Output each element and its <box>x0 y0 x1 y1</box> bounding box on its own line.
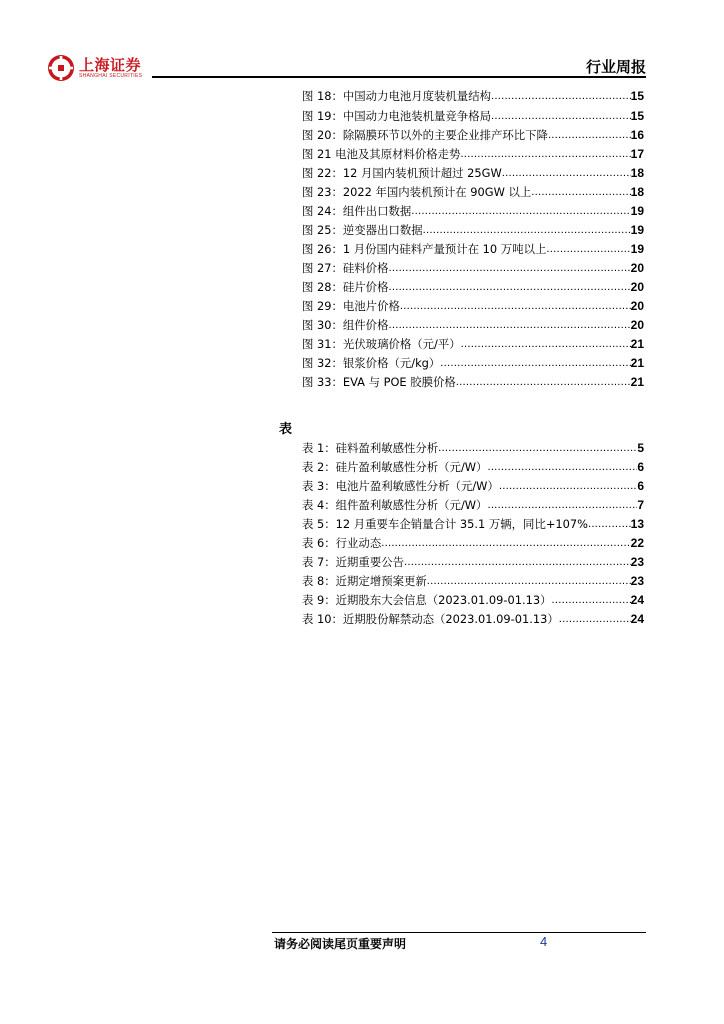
toc-entry-label: 表 8：近期定增预案更新 <box>302 574 427 588</box>
toc-entry-page: 19 <box>630 223 644 237</box>
toc-entry-label: 图 20：除隔膜环节以外的主要企业排产环比下降 <box>302 128 548 142</box>
toc-leader-dots <box>460 146 630 162</box>
toc-table-entry[interactable] <box>302 573 644 589</box>
toc-entry-page: 21 <box>630 337 644 351</box>
toc-figure-entry[interactable] <box>302 222 644 238</box>
toc-table-entry[interactable] <box>302 611 644 627</box>
toc-entry-page: 23 <box>630 574 644 588</box>
toc-entry-page: 18 <box>630 166 644 180</box>
toc-entry-label: 图 23：2022 年国内装机预计在 90GW 以上 <box>302 185 532 199</box>
toc-leader-dots <box>427 573 631 589</box>
toc-entry-label: 图 26：1 月份国内硅料产量预计在 10 万吨以上 <box>302 242 547 256</box>
toc-entry-label: 图 18：中国动力电池月度装机量结构 <box>302 89 491 103</box>
footer-divider <box>272 932 646 933</box>
toc-leader-dots <box>499 478 637 494</box>
toc-leader-dots <box>400 298 631 314</box>
toc-table-entry[interactable] <box>302 459 644 475</box>
toc-entry-page: 13 <box>630 517 644 531</box>
toc-leader-dots <box>559 611 631 627</box>
toc-figure-entry[interactable] <box>302 184 644 200</box>
toc-leader-dots <box>491 108 631 124</box>
toc-entry-label: 图 27：硅料价格 <box>302 261 389 275</box>
toc-entry-page: 17 <box>630 147 644 161</box>
toc-table-entry[interactable] <box>302 592 644 608</box>
toc-figure-entry[interactable] <box>302 317 644 333</box>
toc-entry-label: 表 9：近期股东大会信息（2023.01.09-01.13） <box>302 593 552 607</box>
toc-leader-dots <box>487 459 637 475</box>
toc-leader-dots <box>548 127 631 143</box>
toc-figure-entry[interactable] <box>302 374 644 390</box>
toc-entry-page: 20 <box>630 280 644 294</box>
toc-figure-entry[interactable] <box>302 203 644 219</box>
toc-entry-page: 6 <box>637 479 644 493</box>
toc-leader-dots <box>388 279 630 295</box>
toc-entry-label: 图 25：逆变器出口数据 <box>302 223 423 237</box>
header-divider <box>152 76 646 78</box>
toc-table-entry[interactable] <box>302 516 644 532</box>
toc-entry-label: 图 22：12 月国内装机预计超过 25GW <box>302 166 502 180</box>
toc-figure-entry[interactable] <box>302 298 644 314</box>
toc-leader-dots <box>438 440 637 456</box>
toc-entry-label: 表 6：行业动态 <box>302 536 382 550</box>
logo-chinese-name: 上海证券 <box>79 55 142 74</box>
logo-icon <box>47 54 75 82</box>
toc-figure-entry[interactable] <box>302 355 644 371</box>
toc-entry-page: 20 <box>630 318 644 332</box>
toc-leader-dots <box>461 336 631 352</box>
toc-entry-page: 18 <box>630 185 644 199</box>
toc-entry-label: 表 2：硅片盈利敏感性分析（元/W） <box>302 460 488 474</box>
toc-figure-entry[interactable] <box>302 88 644 104</box>
toc-entry-page: 16 <box>630 128 644 142</box>
toc-entry-label: 表 3：电池片盈利敏感性分析（元/W） <box>302 479 499 493</box>
toc-table-entry[interactable] <box>302 554 644 570</box>
toc-entry-label: 图 31：光伏玻璃价格（元/平） <box>302 337 461 351</box>
toc-entry-page: 20 <box>630 261 644 275</box>
toc-entry-page: 24 <box>630 593 644 607</box>
toc-leader-dots <box>546 241 630 257</box>
page-number: 4 <box>540 934 548 949</box>
toc-leader-dots <box>440 355 630 371</box>
toc-leader-dots <box>502 165 631 181</box>
tables-section-heading: 表 <box>279 422 293 437</box>
toc-leader-dots <box>404 554 631 570</box>
toc-entry-label: 图 30：组件价格 <box>302 318 389 332</box>
toc-entry-label: 表 7：近期重要公告 <box>302 555 404 569</box>
toc-entry-label: 表 10：近期股份解禁动态（2023.01.09-01.13） <box>302 612 559 626</box>
toc-table-entry[interactable] <box>302 440 644 456</box>
toc-table-entry[interactable] <box>302 478 644 494</box>
toc-entry-page: 24 <box>630 612 644 626</box>
toc-entry-label: 表 4：组件盈利敏感性分析（元/W） <box>302 498 488 512</box>
toc-figure-entry[interactable] <box>302 279 644 295</box>
toc-figure-entry[interactable] <box>302 108 644 124</box>
toc-entry-label: 图 19：中国动力电池装机量竞争格局 <box>302 109 491 123</box>
toc-table-entry[interactable] <box>302 497 644 513</box>
toc-entry-label: 图 29：电池片价格 <box>302 299 400 313</box>
toc-figure-entry[interactable] <box>302 260 644 276</box>
toc-figure-entry[interactable] <box>302 165 644 181</box>
toc-entry-label: 图 32：银浆价格（元/kg） <box>302 356 441 370</box>
toc-entry-page: 15 <box>630 109 644 123</box>
toc-leader-dots <box>388 260 630 276</box>
toc-entry-label: 图 28：硅片价格 <box>302 280 389 294</box>
toc-entry-page: 7 <box>637 498 644 512</box>
toc-figure-entry[interactable] <box>302 127 644 143</box>
toc-leader-dots <box>388 317 630 333</box>
toc-entry-page: 21 <box>630 356 644 370</box>
toc-leader-dots <box>552 592 631 608</box>
toc-entry-label: 图 24：组件出口数据 <box>302 204 412 218</box>
toc-leader-dots <box>411 203 630 219</box>
company-logo <box>47 54 142 82</box>
toc-entry-label: 图 33：EVA 与 POE 胶膜价格 <box>302 375 456 389</box>
toc-leader-dots <box>491 88 631 104</box>
toc-entry-page: 5 <box>637 441 644 455</box>
toc-entry-page: 21 <box>630 375 644 389</box>
toc-leader-dots <box>423 222 631 238</box>
page-header <box>0 0 724 80</box>
toc-table-entry[interactable] <box>302 535 644 551</box>
report-type-label: 行业周报 <box>585 58 646 76</box>
toc-entry-page: 23 <box>630 555 644 569</box>
toc-leader-dots <box>456 374 631 390</box>
toc-entry-page: 22 <box>630 536 644 550</box>
logo-english-name: SHANGHAI SECURITIES <box>79 72 143 79</box>
toc-figure-entry[interactable] <box>302 241 644 257</box>
toc-leader-dots <box>588 516 631 532</box>
toc-entry-page: 19 <box>630 242 644 256</box>
toc-entry-page: 20 <box>630 299 644 313</box>
toc-entry-label: 表 5：12 月重要车企销量合计 35.1 万辆，同比+107% <box>302 517 588 531</box>
toc-figure-entry[interactable] <box>302 336 644 352</box>
toc-entry-label: 图 21 电池及其原材料价格走势 <box>302 147 461 161</box>
toc-entry-page: 19 <box>630 204 644 218</box>
toc-leader-dots <box>381 535 630 551</box>
toc-figure-entry[interactable] <box>302 146 644 162</box>
toc-entry-label: 表 1：硅料盈利敏感性分析 <box>302 441 439 455</box>
toc-entry-page: 15 <box>630 89 644 103</box>
toc-entry-page: 6 <box>637 460 644 474</box>
toc-leader-dots <box>531 184 630 200</box>
footer-disclaimer: 请务必阅读尾页重要声明 <box>274 937 407 951</box>
toc-leader-dots <box>487 497 637 513</box>
